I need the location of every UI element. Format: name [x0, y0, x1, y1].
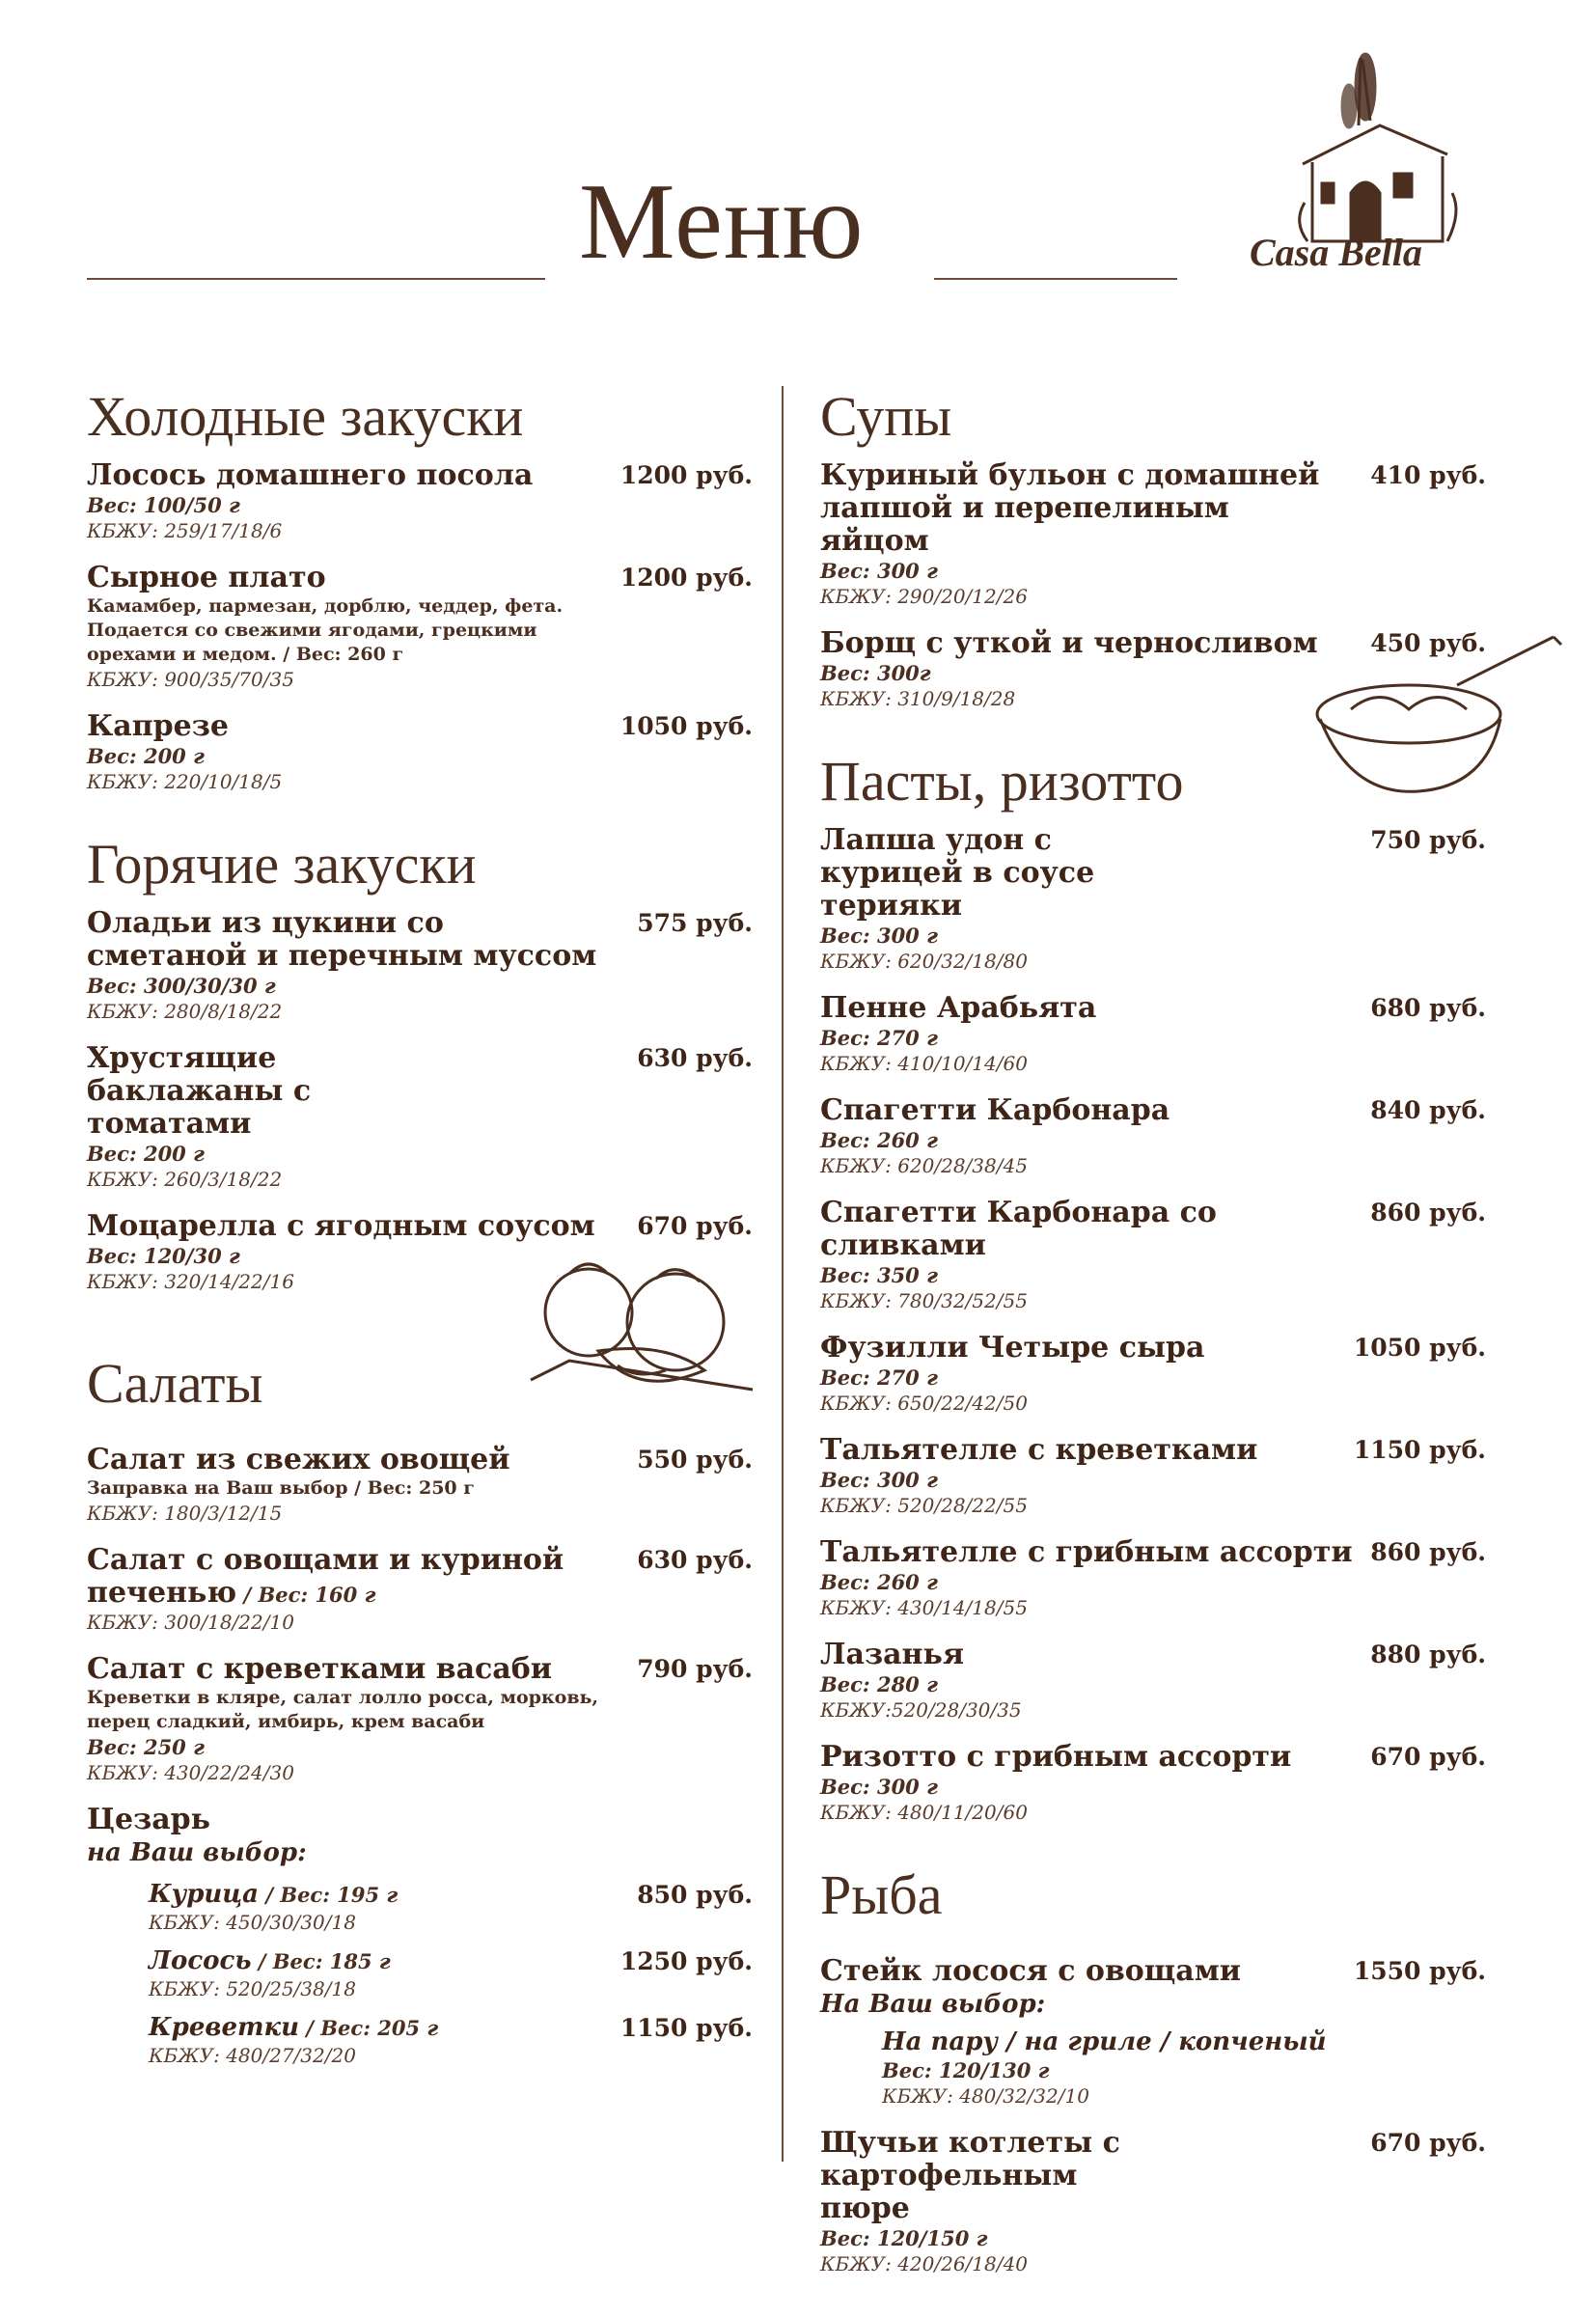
header-rule-right — [934, 278, 1177, 280]
option-name: На пару / на гриле / копченый — [882, 2027, 1327, 2056]
item-price: 1150 руб. — [619, 2014, 753, 2042]
cold-appetizers-section — [87, 386, 753, 795]
salads-section — [87, 1353, 753, 2069]
item-name: Стейк лосося с овощами — [820, 1954, 1242, 1988]
item-price: 410 руб. — [1370, 461, 1486, 489]
item-price: 850 руб. — [637, 1881, 753, 1909]
section-title: Супы — [820, 385, 952, 448]
item-description: Камамбер, пармезан, дорблю, чеддер, фета. — [87, 595, 564, 617]
item-kbju: КБЖУ: 520/28/22/55 — [820, 1494, 1028, 1517]
item-kbju: КБЖУ: 430/14/18/55 — [820, 1596, 1028, 1619]
menu-item — [87, 459, 753, 544]
item-kbju: КБЖУ: 620/28/38/45 — [820, 1154, 1028, 1177]
tomatoes-illustration-icon — [511, 1245, 762, 1409]
item-price: 680 руб. — [1370, 994, 1486, 1022]
menu-item — [820, 824, 1486, 975]
item-name: Фузилли Четыре сыра — [820, 1331, 1205, 1365]
caesar-option — [149, 2012, 753, 2069]
item-price: 1200 руб. — [619, 564, 753, 592]
item-name: Щучьи котлеты с картофельным пюре — [820, 2126, 1120, 2225]
item-description: Креветки в кляре, салат лолло росса, морковь, — [87, 1687, 599, 1708]
item-weight: Вес: 120/150 г — [820, 2226, 988, 2250]
item-kbju: КБЖУ: 280/8/18/22 — [87, 1000, 283, 1023]
option-name: Лосось — [149, 1946, 252, 1975]
item-kbju: КБЖУ: 259/17/18/6 — [87, 519, 283, 542]
menu-item — [820, 1536, 1486, 1621]
item-price: 450 руб. — [1370, 629, 1486, 657]
item-name: Тальятелле с креветками — [820, 1433, 1258, 1467]
section-title: Пасты, ризотто — [820, 750, 1184, 813]
item-kbju: КБЖУ: 260/3/18/22 — [87, 1168, 283, 1191]
item-kbju: КБЖУ: 900/35/70/35 — [87, 668, 294, 691]
pasta-section — [820, 751, 1486, 1826]
item-price: 670 руб. — [1370, 1743, 1486, 1771]
item-description: орехами и медом. / Вес: 260 г — [87, 644, 404, 665]
item-weight: Вес: 120/130 г — [882, 2058, 1050, 2082]
item-kbju: КБЖУ: 450/30/30/18 — [149, 1911, 356, 1934]
menu-item — [820, 459, 1486, 610]
item-kbju: КБЖУ: 320/14/22/16 — [87, 1270, 294, 1293]
menu-item — [87, 1653, 753, 1786]
item-kbju: КБЖУ: 300/18/22/10 — [87, 1611, 294, 1634]
item-kbju: КБЖУ: 410/10/14/60 — [820, 1052, 1028, 1075]
item-weight: Вес: 300 г — [820, 924, 938, 948]
item-name: Моцарелла с ягодным соусом — [87, 1209, 595, 1243]
item-kbju: КБЖУ: 480/11/20/60 — [820, 1801, 1028, 1824]
item-price: 860 руб. — [1370, 1199, 1486, 1227]
caesar-option — [149, 1879, 753, 1936]
caesar-item — [87, 1804, 753, 2069]
menu-item — [820, 2127, 1486, 2277]
item-kbju: КБЖУ: 620/32/18/80 — [820, 950, 1028, 973]
section-title: Рыба — [820, 1863, 943, 1926]
menu-item — [87, 1444, 753, 1527]
item-name: Тальятелле с грибным ассорти — [820, 1535, 1353, 1569]
item-price: 840 руб. — [1370, 1096, 1486, 1124]
item-weight: Вес: 270 г — [820, 1026, 938, 1050]
item-name: Лосось домашнего посола — [87, 458, 534, 492]
item-kbju: КБЖУ: 290/20/12/26 — [820, 585, 1028, 608]
page-title: Меню — [579, 162, 865, 282]
item-weight: / Вес: 160 г — [236, 1583, 376, 1607]
menu-item — [87, 1042, 753, 1193]
item-weight: Вес: 260 г — [820, 1128, 938, 1152]
item-name: Ризотто с грибным ассорти — [820, 1740, 1292, 1774]
menu-item — [820, 1955, 1486, 2109]
item-name: Салат из свежих овощей — [87, 1443, 510, 1476]
choice-label: На Ваш выбор: — [820, 1990, 1046, 2019]
header-rule-left — [87, 278, 545, 280]
item-price: 750 руб. — [1370, 826, 1486, 854]
option-weight: / Вес: 195 г — [259, 1883, 399, 1907]
item-weight: Вес: 300г — [820, 661, 931, 685]
choice-label: на Ваш выбор: — [87, 1838, 307, 1867]
item-price: 1150 руб. — [1353, 1436, 1486, 1464]
column-divider — [782, 386, 784, 2162]
item-name-line2 — [87, 1577, 753, 1610]
item-kbju: КБЖУ: 220/10/18/5 — [87, 770, 283, 793]
section-title: Горячие закуски — [87, 833, 477, 896]
cooking-options — [882, 2026, 1486, 2109]
item-weight: Вес: 260 г — [820, 1570, 938, 1594]
item-price: 1050 руб. — [1353, 1334, 1486, 1362]
item-name: Лапша удон с курицей в соусе терияки — [820, 823, 1095, 923]
item-name: Оладьи из цукини со сметаной и перечным муссом — [87, 906, 597, 973]
menu-item — [87, 907, 753, 1025]
menu-item — [87, 1544, 753, 1636]
item-weight: Вес: 100/50 г — [87, 493, 240, 517]
item-price: 1200 руб. — [619, 461, 753, 489]
item-name: Спагетти Карбонара — [820, 1093, 1170, 1127]
menu-item — [820, 1434, 1486, 1519]
item-price: 1050 руб. — [619, 712, 753, 740]
item-price: 1550 руб. — [1353, 1957, 1486, 1985]
item-name: Хрустящие баклажаны с томатами — [87, 1041, 312, 1141]
item-kbju: КБЖУ: 310/9/18/28 — [820, 687, 1016, 710]
item-kbju: КБЖУ: 480/27/32/20 — [149, 2044, 356, 2067]
item-kbju: КБЖУ: 420/26/18/40 — [820, 2252, 1028, 2275]
item-name: Борщ с уткой и черносливом — [820, 626, 1318, 660]
item-name: Цезарь — [87, 1803, 210, 1836]
menu-item — [820, 992, 1486, 1077]
item-price: 880 руб. — [1370, 1640, 1486, 1668]
item-price: 630 руб. — [637, 1546, 753, 1574]
menu-item — [820, 1741, 1486, 1826]
item-description: Подается со свежими ягодами, грецкими — [87, 620, 537, 641]
item-name: Сырное плато — [87, 561, 326, 594]
item-price: 630 руб. — [637, 1044, 753, 1072]
caesar-option — [149, 1945, 753, 2002]
item-kbju: КБЖУ: 430/22/24/30 — [87, 1761, 294, 1784]
item-kbju: КБЖУ: 480/32/32/10 — [882, 2084, 1089, 2108]
item-weight: Вес: 300 г — [820, 559, 938, 583]
item-weight: Вес: 270 г — [820, 1365, 938, 1390]
item-weight: Вес: 300 г — [820, 1468, 938, 1492]
item-weight: Вес: 280 г — [820, 1672, 938, 1696]
item-weight: Вес: 300 г — [820, 1775, 938, 1799]
item-weight: Вес: 120/30 г — [87, 1244, 240, 1268]
menu-item — [87, 562, 753, 693]
item-weight: Вес: 250 г — [87, 1735, 205, 1759]
pasta-bowl-illustration-icon — [1312, 627, 1563, 801]
item-price: 1250 руб. — [619, 1947, 753, 1975]
item-weight: Вес: 300/30/30 г — [87, 974, 276, 998]
item-price: 670 руб. — [1370, 2129, 1486, 2157]
item-name: Салат с овощами и куриной — [87, 1543, 564, 1577]
menu-item — [820, 1639, 1486, 1723]
item-kbju: КБЖУ: 780/32/52/55 — [820, 1289, 1028, 1312]
option-name: Курица — [149, 1880, 260, 1909]
item-name: Спагетти Карбонара со сливками — [820, 1196, 1217, 1262]
item-kbju: КБЖУ:520/28/30/35 — [820, 1698, 1022, 1722]
menu-item — [820, 1332, 1486, 1417]
item-price: 860 руб. — [1370, 1538, 1486, 1566]
logo-text: Casa Bella — [1250, 231, 1422, 274]
fish-section — [820, 1864, 1486, 2277]
item-name: Салат с креветками васаби — [87, 1652, 553, 1686]
section-title: Салаты — [87, 1352, 263, 1415]
item-description: Заправка на Ваш выбор / Вес: 250 г — [87, 1477, 475, 1499]
item-price: 670 руб. — [637, 1212, 753, 1240]
item-kbju: КБЖУ: 180/3/12/15 — [87, 1502, 283, 1525]
menu-item — [820, 1197, 1486, 1314]
item-name: Капрезе — [87, 709, 229, 743]
item-weight: Вес: 200 г — [87, 744, 205, 768]
item-weight: Вес: 200 г — [87, 1142, 205, 1166]
item-kbju: КБЖУ: 650/22/42/50 — [820, 1392, 1028, 1415]
item-description: перец сладкий, имбирь, крем васаби — [87, 1711, 485, 1732]
item-kbju: КБЖУ: 520/25/38/18 — [149, 1977, 356, 2000]
hot-appetizers-section — [87, 834, 753, 1295]
item-price: 575 руб. — [637, 909, 753, 937]
item-name-cont: печенью — [87, 1576, 237, 1610]
item-name: Лазанья — [820, 1638, 965, 1671]
section-title: Холодные закуски — [87, 385, 524, 448]
option-weight: / Вес: 185 г — [251, 1949, 391, 1973]
menu-item — [87, 710, 753, 795]
option-weight: / Вес: 205 г — [299, 2016, 439, 2040]
menu-item — [820, 1094, 1486, 1179]
option-name: Креветки — [149, 2013, 299, 2042]
item-weight: Вес: 350 г — [820, 1263, 938, 1287]
item-price: 790 руб. — [637, 1655, 753, 1683]
item-name: Куриный бульон с домашней лапшой и перепелиным яйцом — [820, 458, 1320, 558]
item-name: Пенне Арабьята — [820, 991, 1097, 1025]
item-price: 550 руб. — [637, 1446, 753, 1474]
